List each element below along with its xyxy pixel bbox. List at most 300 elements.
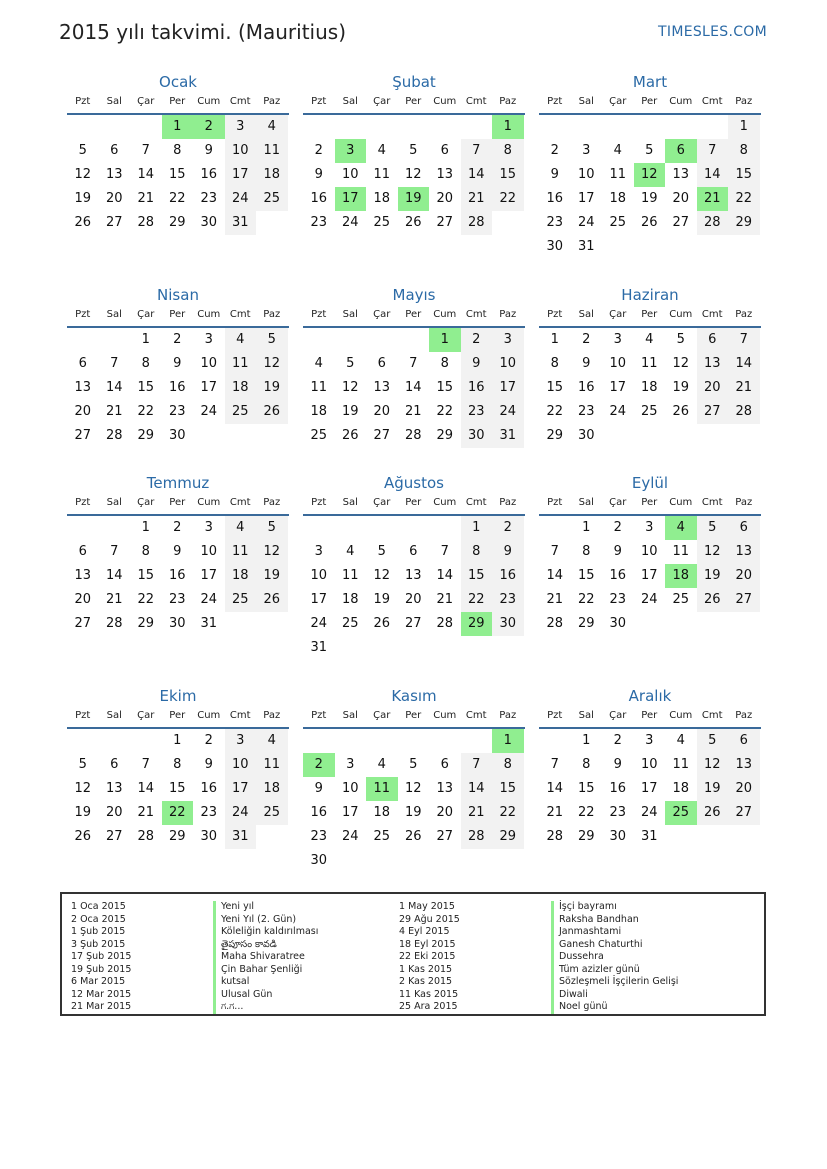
day-cell: 10 [640, 544, 658, 559]
day-cell: 15 [577, 781, 595, 796]
day-cell: 24 [640, 592, 658, 607]
day-cell: 12 [672, 356, 690, 371]
weekday-label: Pzt [547, 96, 563, 107]
weekday-header [539, 92, 761, 115]
week-row [67, 801, 289, 825]
month-block [303, 473, 525, 660]
empty-day-cell [99, 729, 131, 753]
week-row [539, 564, 761, 588]
day-cell: 20 [728, 777, 760, 801]
weekday-label: Pzt [75, 309, 91, 320]
weekday-label: Sal [106, 309, 122, 320]
legend-date: 2 Oca 2015 [71, 913, 126, 925]
day-cell: 26 [256, 588, 288, 612]
day-cell: 26 [672, 404, 690, 419]
day-cell: 23 [200, 805, 218, 820]
day-cell: 1 [550, 332, 559, 347]
day-cell: 3 [613, 332, 622, 347]
day-cell: 12 [74, 167, 92, 182]
day-cell: 20 [373, 404, 391, 419]
holiday-day-cell: 12 [634, 163, 666, 187]
empty-day-cell [728, 235, 760, 259]
empty-day-cell [225, 612, 257, 636]
week-row [67, 139, 289, 163]
legend-holiday-name: Maha Shivaratree [213, 951, 318, 964]
day-cell: 5 [697, 729, 729, 753]
weekday-label: Sal [342, 96, 358, 107]
weekday-label: Pzt [547, 710, 563, 721]
day-cell: 24 [200, 592, 218, 607]
day-cell: 2 [550, 143, 559, 158]
day-cell: 8 [492, 753, 524, 777]
day-cell: 5 [78, 757, 87, 772]
empty-day-cell [665, 424, 697, 448]
legend-date: 1 Şub 2015 [71, 926, 126, 937]
holiday-day-cell: 1 [492, 115, 524, 139]
day-cell: 5 [409, 143, 418, 158]
week-row [303, 400, 525, 424]
day-cell: 27 [105, 215, 123, 230]
day-cell: 20 [697, 376, 729, 400]
day-cell: 7 [697, 139, 729, 163]
day-cell: 25 [373, 215, 391, 230]
day-cell: 23 [310, 829, 328, 844]
day-cell: 26 [256, 400, 288, 424]
empty-day-cell [539, 115, 571, 139]
empty-day-cell [366, 729, 398, 753]
day-cell: 30 [577, 428, 595, 443]
empty-day-cell [366, 328, 398, 352]
week-row [539, 211, 761, 235]
day-cell: 31 [640, 829, 658, 844]
day-cell: 10 [200, 356, 218, 371]
day-cell: 6 [697, 328, 729, 352]
week-row [67, 540, 289, 564]
day-cell: 13 [105, 781, 123, 796]
day-cell: 6 [78, 356, 87, 371]
empty-day-cell [492, 849, 524, 873]
month-name: Eylül [631, 474, 669, 492]
day-cell: 5 [676, 332, 685, 347]
day-cell: 25 [225, 400, 257, 424]
weekday-label: Per [641, 710, 658, 721]
week-row [539, 424, 761, 448]
day-cell: 6 [78, 544, 87, 559]
day-cell: 4 [613, 143, 622, 158]
holiday-day-cell: 29 [461, 612, 493, 636]
weekday-header [539, 706, 761, 729]
day-cell: 14 [137, 167, 155, 182]
week-row [67, 424, 289, 448]
day-cell: 27 [404, 616, 422, 631]
day-cell: 14 [546, 568, 564, 583]
week-row [303, 753, 525, 777]
holiday-day-cell: 1 [429, 328, 461, 352]
weekday-header [539, 305, 761, 328]
day-cell: 22 [168, 191, 186, 206]
day-cell: 25 [225, 588, 257, 612]
day-cell: 14 [697, 163, 729, 187]
day-cell: 8 [582, 544, 591, 559]
day-cell: 1 [582, 520, 591, 535]
day-cell: 23 [168, 404, 186, 419]
day-cell: 13 [404, 568, 422, 583]
empty-day-cell [366, 516, 398, 540]
day-cell: 14 [461, 163, 493, 187]
day-cell: 6 [728, 729, 760, 753]
day-cell: 11 [341, 568, 359, 583]
day-cell: 24 [341, 215, 359, 230]
weekday-label: Cmt [465, 710, 487, 721]
day-cell: 27 [105, 829, 123, 844]
day-cell: 29 [546, 428, 564, 443]
day-cell: 14 [461, 777, 493, 801]
day-cell: 4 [346, 544, 355, 559]
day-cell: 16 [168, 568, 186, 583]
weekday-label: Cmt [229, 309, 251, 320]
legend-date: 3 Şub 2015 [71, 938, 126, 950]
day-cell: 18 [672, 781, 690, 796]
month-name: Ağustos [384, 474, 444, 492]
week-row [303, 588, 525, 612]
day-cell: 23 [546, 215, 564, 230]
holiday-legend [60, 892, 766, 1016]
weekday-header [303, 706, 525, 729]
day-cell: 26 [341, 428, 359, 443]
day-cell: 9 [314, 167, 323, 182]
day-cell: 22 [577, 592, 595, 607]
day-cell: 10 [225, 753, 257, 777]
day-cell: 17 [609, 380, 627, 395]
day-cell: 22 [492, 187, 524, 211]
day-cell: 27 [697, 400, 729, 424]
day-cell: 26 [640, 215, 658, 230]
legend-left-names [213, 901, 318, 1014]
day-cell: 25 [256, 801, 288, 825]
day-cell: 12 [256, 352, 288, 376]
day-cell: 19 [672, 380, 690, 395]
weekday-label: Sal [106, 497, 122, 508]
day-cell: 24 [310, 616, 328, 631]
empty-day-cell [728, 825, 760, 849]
day-cell: 20 [436, 805, 454, 820]
weekday-label: Çar [373, 497, 391, 508]
day-cell: 3 [492, 328, 524, 352]
legend-date: 19 Şub 2015 [71, 963, 132, 975]
week-row [303, 163, 525, 187]
day-cell: 15 [546, 380, 564, 395]
legend-left-dates [71, 901, 131, 1014]
day-cell: 12 [341, 380, 359, 395]
day-cell: 24 [200, 404, 218, 419]
brand-logo-text[interactable]: TIMESLES.COM [658, 24, 767, 40]
day-cell: 3 [582, 143, 591, 158]
day-cell: 21 [546, 805, 564, 820]
day-cell: 21 [728, 376, 760, 400]
week-row [303, 115, 525, 139]
day-cell: 30 [461, 424, 493, 448]
day-cell: 30 [200, 829, 218, 844]
day-cell: 28 [461, 211, 493, 235]
day-cell: 22 [728, 187, 760, 211]
week-row [539, 516, 761, 540]
day-cell: 13 [728, 753, 760, 777]
legend-holiday-name: Dussehra [551, 951, 678, 964]
empty-day-cell [602, 424, 634, 448]
day-cell: 3 [645, 733, 654, 748]
day-cell: 2 [582, 332, 591, 347]
day-cell: 2 [204, 733, 213, 748]
day-cell: 9 [613, 757, 622, 772]
day-cell: 27 [436, 215, 454, 230]
month-name: Haziran [621, 286, 679, 304]
weekday-label: Sal [578, 497, 594, 508]
weekday-label: Cum [433, 309, 457, 320]
holiday-day-cell: 3 [335, 139, 367, 163]
day-cell: 20 [728, 564, 760, 588]
day-cell: 8 [550, 356, 559, 371]
legend-right-dates [399, 901, 460, 1014]
week-row [67, 163, 289, 187]
legend-holiday-name: Çin Bahar Şenliği [213, 964, 318, 977]
holiday-day-cell: 19 [398, 187, 430, 211]
weekday-label: Per [169, 710, 186, 721]
day-cell: 30 [492, 612, 524, 636]
day-cell: 18 [373, 805, 391, 820]
day-cell: 20 [436, 191, 454, 206]
day-cell: 9 [314, 781, 323, 796]
day-cell: 29 [492, 825, 524, 849]
weekday-label: Paz [735, 710, 753, 721]
day-cell: 4 [314, 356, 323, 371]
day-cell: 19 [256, 376, 288, 400]
weekday-label: Per [169, 309, 186, 320]
day-cell: 20 [74, 404, 92, 419]
month-block [303, 285, 525, 448]
week-row [67, 211, 289, 235]
holiday-day-cell: 25 [665, 801, 697, 825]
day-cell: 14 [105, 380, 123, 395]
week-row [539, 376, 761, 400]
empty-day-cell [697, 115, 729, 139]
day-cell: 5 [645, 143, 654, 158]
weekday-label: Per [405, 309, 422, 320]
week-row [539, 328, 761, 352]
day-cell: 16 [310, 805, 328, 820]
day-cell: 14 [105, 568, 123, 583]
day-cell: 29 [137, 616, 155, 631]
day-cell: 17 [492, 376, 524, 400]
empty-day-cell [130, 729, 162, 753]
legend-date: 25 Ara 2015 [399, 1001, 458, 1012]
day-cell: 26 [697, 588, 729, 612]
week-row [303, 564, 525, 588]
month-name: Mart [632, 73, 668, 91]
weekday-label: Çar [609, 96, 627, 107]
weekday-label: Çar [373, 710, 391, 721]
day-cell: 16 [546, 191, 564, 206]
week-row [539, 753, 761, 777]
empty-day-cell [539, 729, 571, 753]
weekday-label: Cmt [701, 710, 723, 721]
weekday-label: Çar [373, 309, 391, 320]
day-cell: 29 [137, 428, 155, 443]
week-row [303, 516, 525, 540]
holiday-day-cell: 11 [366, 777, 398, 801]
weekday-label: Cum [197, 710, 221, 721]
day-cell: 15 [461, 564, 493, 588]
empty-day-cell [697, 235, 729, 259]
day-cell: 13 [697, 352, 729, 376]
day-cell: 15 [168, 781, 186, 796]
day-cell: 5 [78, 143, 87, 158]
weekday-label: Cmt [465, 497, 487, 508]
day-cell: 27 [373, 428, 391, 443]
day-cell: 8 [141, 356, 150, 371]
week-row [67, 352, 289, 376]
legend-holiday-name: తైపూసం కావడి [213, 939, 318, 952]
day-cell: 4 [256, 729, 288, 753]
week-row [539, 115, 761, 139]
weekday-label: Cmt [465, 309, 487, 320]
day-cell: 17 [225, 163, 257, 187]
weekday-label: Sal [106, 710, 122, 721]
day-cell: 17 [640, 781, 658, 796]
day-cell: 11 [609, 167, 627, 182]
month-block [67, 285, 289, 448]
day-cell: 29 [577, 829, 595, 844]
day-cell: 5 [256, 328, 288, 352]
weekday-label: Cum [669, 96, 693, 107]
day-cell: 23 [310, 215, 328, 230]
week-row [539, 777, 761, 801]
legend-holiday-name: Yeni Yıl (2. Gün) [213, 914, 318, 927]
weekday-header [303, 305, 525, 328]
legend-date: 17 Şub 2015 [71, 951, 132, 962]
day-cell: 16 [310, 191, 328, 206]
week-row [539, 163, 761, 187]
legend-holiday-name: İşçi bayramı [551, 901, 678, 914]
day-cell: 17 [341, 805, 359, 820]
week-row [67, 612, 289, 636]
weekday-label: Cmt [229, 497, 251, 508]
day-cell: 1 [728, 115, 760, 139]
day-cell: 2 [492, 516, 524, 540]
day-cell: 28 [105, 616, 123, 631]
empty-day-cell [398, 516, 430, 540]
day-cell: 27 [728, 588, 760, 612]
legend-date: 6 Mar 2015 [71, 976, 126, 987]
day-cell: 14 [546, 781, 564, 796]
week-row [67, 400, 289, 424]
day-cell: 9 [173, 544, 182, 559]
week-row [67, 376, 289, 400]
legend-date: 2 Kas 2015 [399, 976, 453, 987]
weekday-header [303, 493, 525, 516]
empty-day-cell [665, 612, 697, 636]
day-cell: 12 [256, 540, 288, 564]
day-cell: 29 [728, 211, 760, 235]
month-block [539, 72, 761, 259]
day-cell: 21 [461, 801, 493, 825]
day-cell: 11 [256, 753, 288, 777]
week-row [303, 540, 525, 564]
empty-day-cell [634, 612, 666, 636]
week-row [539, 187, 761, 211]
day-cell: 7 [141, 143, 150, 158]
empty-day-cell [492, 636, 524, 660]
day-cell: 4 [645, 332, 654, 347]
week-row [67, 753, 289, 777]
empty-day-cell [366, 849, 398, 873]
day-cell: 17 [310, 592, 328, 607]
day-cell: 23 [168, 592, 186, 607]
weekday-label: Cmt [229, 710, 251, 721]
weekday-header [67, 92, 289, 115]
day-cell: 8 [492, 139, 524, 163]
empty-day-cell [67, 516, 99, 540]
month-block [539, 686, 761, 849]
month-name: Temmuz [146, 474, 210, 492]
day-cell: 3 [645, 520, 654, 535]
week-row [303, 211, 525, 235]
day-cell: 10 [225, 139, 257, 163]
legend-date: 22 Eki 2015 [399, 951, 456, 962]
day-cell: 19 [640, 191, 658, 206]
day-cell: 29 [168, 215, 186, 230]
day-cell: 1 [141, 520, 150, 535]
day-cell: 30 [609, 616, 627, 631]
week-row [539, 729, 761, 753]
legend-date: 1 Oca 2015 [71, 901, 126, 912]
day-cell: 18 [256, 163, 288, 187]
weekday-label: Paz [263, 497, 281, 508]
weekday-label: Pzt [75, 710, 91, 721]
empty-day-cell [602, 235, 634, 259]
empty-day-cell [665, 825, 697, 849]
day-cell: 22 [577, 805, 595, 820]
weekday-label: Paz [735, 497, 753, 508]
day-cell: 17 [577, 191, 595, 206]
day-cell: 9 [582, 356, 591, 371]
week-row [67, 187, 289, 211]
day-cell: 7 [550, 544, 559, 559]
holiday-day-cell: 18 [665, 564, 697, 588]
day-cell: 31 [225, 211, 257, 235]
day-cell: 1 [173, 733, 182, 748]
empty-day-cell [461, 636, 493, 660]
empty-day-cell [697, 424, 729, 448]
weekday-label: Paz [263, 96, 281, 107]
empty-day-cell [303, 115, 335, 139]
holiday-day-cell: 1 [492, 729, 524, 753]
week-row [67, 588, 289, 612]
day-cell: 17 [640, 568, 658, 583]
day-cell: 28 [436, 616, 454, 631]
empty-day-cell [634, 235, 666, 259]
week-row [539, 235, 761, 259]
weekday-label: Çar [137, 309, 155, 320]
day-cell: 13 [672, 167, 690, 182]
day-cell: 18 [609, 191, 627, 206]
weekday-label: Per [169, 497, 186, 508]
day-cell: 24 [225, 801, 257, 825]
day-cell: 21 [137, 805, 155, 820]
week-row [303, 849, 525, 873]
day-cell: 18 [310, 404, 328, 419]
day-cell: 31 [200, 616, 218, 631]
day-cell: 16 [577, 380, 595, 395]
